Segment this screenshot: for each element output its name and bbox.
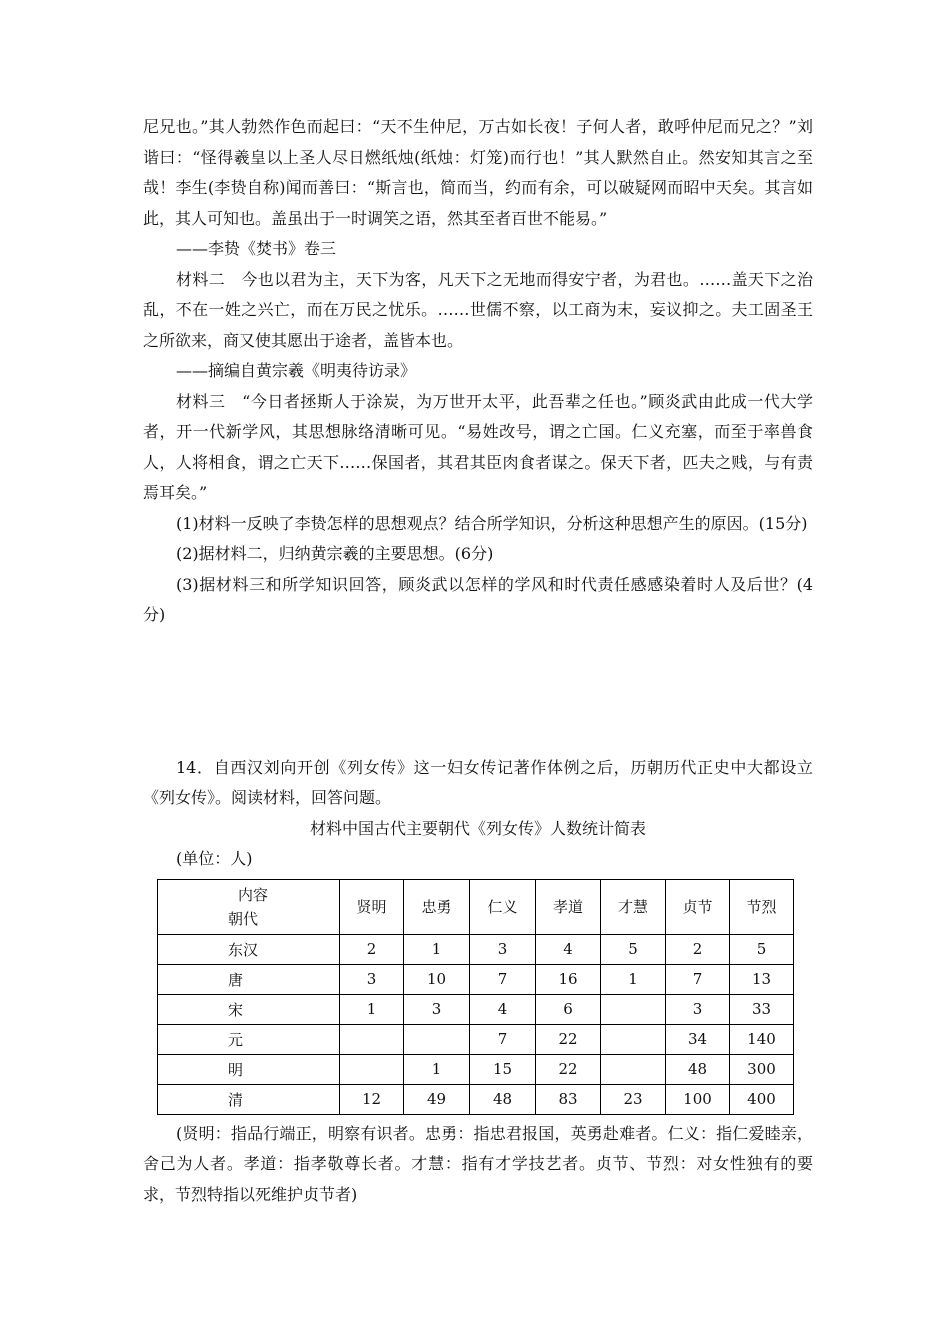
value-cell: 83 [536, 1084, 601, 1114]
value-cell: 2 [666, 934, 730, 964]
value-cell: 100 [666, 1084, 730, 1114]
value-cell: 22 [536, 1024, 601, 1054]
value-cell: 300 [730, 1054, 794, 1084]
value-cell [601, 994, 666, 1024]
value-cell: 3 [404, 994, 470, 1024]
value-cell: 13 [730, 964, 794, 994]
column-header: 仁义 [470, 879, 536, 934]
dynasty-cell: 明 [158, 1054, 340, 1084]
value-cell: 33 [730, 994, 794, 1024]
table-corner-cell [158, 879, 340, 934]
value-cell: 1 [601, 964, 666, 994]
q14-intro: 14．自西汉刘向开创《列女传》这一妇女传记著作体例之后，历朝历代正史中大都设立《列女传》。阅读材料，回答问题。 [143, 757, 813, 807]
answer-space [143, 631, 813, 753]
value-cell [340, 1054, 404, 1084]
table-row [158, 1084, 794, 1114]
table-note: (贤明：指品行端正，明察有识者。忠勇：指忠君报国，英勇赴难者。仁义：指仁爱睦亲，舍己为人者。孝道：指孝敬尊长者。才慧：指有才学技艺者。贞节、节烈：对女性独有的要求，节烈特指以死维护贞节者) [143, 1123, 813, 1204]
value-cell: 140 [730, 1024, 794, 1054]
value-cell: 1 [404, 1054, 470, 1084]
material2-text: 材料二 今也以君为主，天下为客，凡天下之无地而得安宁者，为君也。……盖天下之治乱，不在一姓之兴亡，而在万民之忧乐。……世儒不察，以工商为末，妄议抑之。夫工固圣王之所欲来，商又使其愿出于途者，盖皆本也。 [143, 269, 813, 350]
dynasty-cell: 宋 [158, 994, 340, 1024]
table-row [158, 964, 794, 994]
question-3: (3)据材料三和所学知识回答，顾炎武以怎样的学风和时代责任感感染着时人及后世？(4分) [143, 574, 813, 624]
dynasty-cell: 东汉 [158, 934, 340, 964]
column-header: 贞节 [666, 879, 730, 934]
value-cell: 34 [666, 1024, 730, 1054]
value-cell: 3 [340, 964, 404, 994]
value-cell: 7 [666, 964, 730, 994]
table-row [158, 1054, 794, 1084]
value-cell: 49 [404, 1084, 470, 1114]
table-row [158, 994, 794, 1024]
material3-text: 材料三 “今日者拯斯人于涂炭，为万世开太平，此吾辈之任也。”顾炎武由此成一代大学者，开一代新学风，其思想脉络清晰可见。“易姓改号，谓之亡国。仁义充塞，而至于率兽食人，人将相食，谓之亡天下……保国者，其君其臣肉食者谋之。保天下者，匹夫之贱，与有责焉耳矣。” [143, 391, 813, 502]
table-row [158, 1024, 794, 1054]
question-1: (1)材料一反映了李贽怎样的思想观点？结合所学知识，分析这种思想产生的原因。(15分) [176, 513, 808, 533]
value-cell: 5 [730, 934, 794, 964]
value-cell: 5 [601, 934, 666, 964]
value-cell: 7 [470, 964, 536, 994]
value-cell: 12 [340, 1084, 404, 1114]
table-unit: (单位：人) [176, 849, 253, 868]
corner-label-content: 内容 [238, 885, 269, 904]
material2-source: ——摘编自黄宗羲《明夷待访录》 [176, 361, 417, 380]
value-cell: 4 [470, 994, 536, 1024]
material1-text: 尼兄也。”其人勃然作色而起曰：“天不生仲尼，万古如长夜！子何人者，敢呼仲尼而兄之？”刘谐曰：“怪得羲皇以上圣人尽日燃纸烛(纸烛：灯笼)而行也！”其人默然自止。然安知其言之至哉！李生(李贽自称)闻而善曰：“斯言也，简而当，约而有余，可以破疑网而昭中天矣。其言如此，其人可知也。盖虽出于一时调笑之语，然其至者百世不能易。” [143, 117, 813, 228]
dynasty-cell: 唐 [158, 964, 340, 994]
table-row [158, 934, 794, 964]
column-header: 贤明 [340, 879, 404, 934]
value-cell: 1 [340, 994, 404, 1024]
column-header: 忠勇 [404, 879, 470, 934]
value-cell: 2 [340, 934, 404, 964]
value-cell: 16 [536, 964, 601, 994]
value-cell: 3 [470, 934, 536, 964]
value-cell: 7 [470, 1024, 536, 1054]
value-cell [404, 1024, 470, 1054]
value-cell [601, 1024, 666, 1054]
value-cell: 4 [536, 934, 601, 964]
value-cell: 48 [666, 1054, 730, 1084]
value-cell: 3 [666, 994, 730, 1024]
value-cell: 15 [470, 1054, 536, 1084]
value-cell: 48 [470, 1084, 536, 1114]
value-cell: 400 [730, 1084, 794, 1114]
corner-label-dynasty: 朝代 [228, 909, 259, 928]
material1-source: ——李贽《焚书》卷三 [176, 239, 337, 258]
value-cell [340, 1024, 404, 1054]
table-header-row [158, 879, 794, 934]
table-caption: 材料中国古代主要朝代《列女传》人数统计简表 [309, 818, 646, 838]
question-2: (2)据材料二，归纳黄宗羲的主要思想。(6分) [176, 544, 494, 563]
value-cell: 6 [536, 994, 601, 1024]
dynasty-cell: 清 [158, 1084, 340, 1114]
dynasty-cell: 元 [158, 1024, 340, 1054]
value-cell: 10 [404, 964, 470, 994]
column-header: 孝道 [536, 879, 601, 934]
value-cell [601, 1054, 666, 1084]
column-header: 才慧 [601, 879, 666, 934]
value-cell: 1 [404, 934, 470, 964]
value-cell: 22 [536, 1054, 601, 1084]
statistics-table [157, 879, 794, 1115]
column-header: 节烈 [730, 879, 794, 934]
document-page [143, 112, 813, 1210]
value-cell: 23 [601, 1084, 666, 1114]
